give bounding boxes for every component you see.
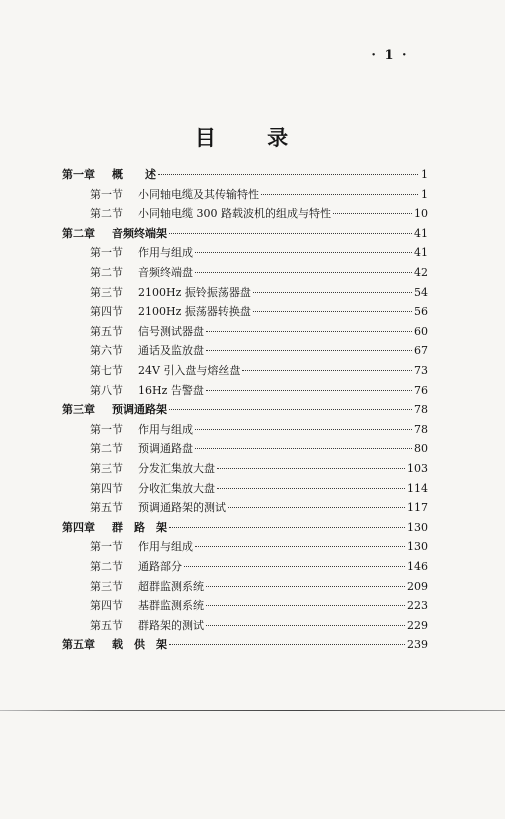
toc-section-entry [90,186,428,205]
entry-number: 第一节 [90,246,123,260]
entry-page-number: 73 [414,364,428,377]
entry-title: 预调通路盘 [138,442,193,456]
dot-leader [169,233,412,234]
entry-number: 第四节 [90,599,123,613]
dot-leader [195,546,405,547]
toc-section-entry [90,578,428,597]
entry-title: 概 述 [112,168,156,181]
entry-title: 通话及监放盘 [138,344,204,358]
dot-leader [206,331,412,332]
entry-number: 第一节 [90,187,123,201]
entry-page-number: 130 [407,520,428,534]
entry-number: 第七节 [90,364,123,377]
dot-leader [261,194,418,195]
toc-title: 目 录 [194,126,311,150]
entry-page-number: 1 [421,187,428,201]
page-number: · 1 · [371,48,409,63]
entry-number: 第五节 [90,324,123,338]
toc-chapter-entry [62,401,428,420]
dot-leader [158,174,418,175]
dot-leader [242,370,412,371]
entry-page-number: 146 [407,560,428,573]
entry-title: 群路架的测试 [138,618,204,632]
dot-leader [169,409,412,410]
toc-section-entry [90,440,428,459]
entry-page-number: 76 [414,383,428,397]
toc-section-entry [90,558,428,577]
entry-number: 第三节 [90,462,123,475]
dot-leader [206,625,405,626]
entry-number: 第一节 [90,422,123,436]
entry-title: 信号测试器盘 [138,324,204,338]
entry-page-number: 114 [407,481,428,495]
toc-chapter-entry [62,636,428,655]
toc-section-entry [90,264,428,283]
dot-leader [253,311,412,312]
entry-number: 第二节 [90,207,123,221]
dot-leader [253,292,412,293]
dot-leader [195,448,412,449]
entry-number: 第三章 [62,403,95,417]
dot-leader [169,644,405,645]
entry-title: 载 供 架 [112,638,167,652]
entry-title: 2100Hz 振荡器转换盘 [138,305,251,319]
entry-page-number: 229 [407,618,428,632]
entry-title: 音频终端架 [112,226,167,240]
dot-leader [184,566,405,567]
bottom-rule [0,710,505,711]
entry-number: 第二章 [62,226,95,240]
entry-page-number: 10 [414,207,428,221]
entry-title: 24V 引入盘与熔丝盘 [138,364,241,377]
entry-title: 作用与组成 [138,540,193,554]
entry-page-number: 42 [414,266,428,279]
entry-page-number: 117 [407,501,428,515]
entry-title: 16Hz 告警盘 [138,383,204,397]
toc-section-entry [90,382,428,401]
entry-number: 第四节 [90,481,123,495]
toc-section-entry [90,362,428,381]
toc-section-entry [90,244,428,263]
dot-leader [217,488,405,489]
entry-number: 第五章 [62,638,95,652]
entry-number: 第五节 [90,501,123,515]
entry-number: 第六节 [90,344,123,358]
entry-title: 作用与组成 [138,246,193,260]
dot-leader [195,429,412,430]
entry-page-number: 60 [414,324,428,338]
entry-page-number: 67 [414,344,428,358]
dot-leader [206,350,412,351]
toc-chapter-entry [62,519,428,538]
entry-page-number: 78 [414,422,428,436]
entry-page-number: 56 [414,305,428,319]
dot-leader [169,527,405,528]
toc-section-entry [90,480,428,499]
toc-section-entry [90,284,428,303]
entry-number: 第四节 [90,305,123,319]
dot-leader [206,390,412,391]
entry-title: 超群监测系统 [138,579,204,593]
dot-leader [195,272,412,273]
entry-title: 分发汇集放大盘 [138,462,215,475]
dot-leader [217,468,405,469]
entry-title: 通路部分 [138,560,182,573]
entry-title: 预调通路架的测试 [138,501,226,515]
entry-title: 基群监测系统 [138,599,204,613]
entry-number: 第二节 [90,442,123,456]
entry-page-number: 1 [421,168,428,181]
entry-page-number: 103 [407,462,428,475]
entry-title: 2100Hz 振铃振荡器盘 [138,285,251,299]
entry-number: 第八节 [90,383,123,397]
entry-title: 音频终端盘 [138,266,193,279]
entry-page-number: 223 [407,599,428,613]
dot-leader [206,605,405,606]
toc-section-entry [90,421,428,440]
dot-leader [195,252,412,253]
toc-section-entry [90,323,428,342]
entry-page-number: 54 [414,285,428,299]
entry-number: 第四章 [62,520,95,534]
entry-number: 第二节 [90,266,123,279]
toc-section-entry [90,460,428,479]
entry-page-number: 209 [407,579,428,593]
toc-section-entry [90,538,428,557]
toc-section-entry [90,617,428,636]
entry-page-number: 130 [407,540,428,554]
entry-number: 第二节 [90,560,123,573]
entry-title: 小同轴电缆 300 路载波机的组成与特性 [138,207,331,221]
entry-title: 群 路 架 [112,520,167,534]
entry-title: 分收汇集放大盘 [138,481,215,495]
dot-leader [228,507,405,508]
entry-page-number: 41 [414,246,428,260]
toc-section-entry [90,303,428,322]
dot-leader [333,213,412,214]
entry-page-number: 80 [414,442,428,456]
entry-number: 第三节 [90,285,123,299]
toc-chapter-entry [62,166,428,185]
toc-section-entry [90,342,428,361]
entry-title: 预调通路架 [112,403,167,417]
entry-page-number: 239 [407,638,428,652]
dot-leader [206,586,405,587]
entry-number: 第三节 [90,579,123,593]
entry-number: 第一章 [62,168,95,181]
entry-page-number: 78 [414,403,428,417]
toc-section-entry [90,597,428,616]
entry-title: 小同轴电缆及其传输特性 [138,187,259,201]
entry-number: 第一节 [90,540,123,554]
toc-section-entry [90,499,428,518]
toc-chapter-entry [62,225,428,244]
entry-number: 第五节 [90,618,123,632]
entry-page-number: 41 [414,226,428,240]
toc-section-entry [90,205,428,224]
entry-title: 作用与组成 [138,422,193,436]
